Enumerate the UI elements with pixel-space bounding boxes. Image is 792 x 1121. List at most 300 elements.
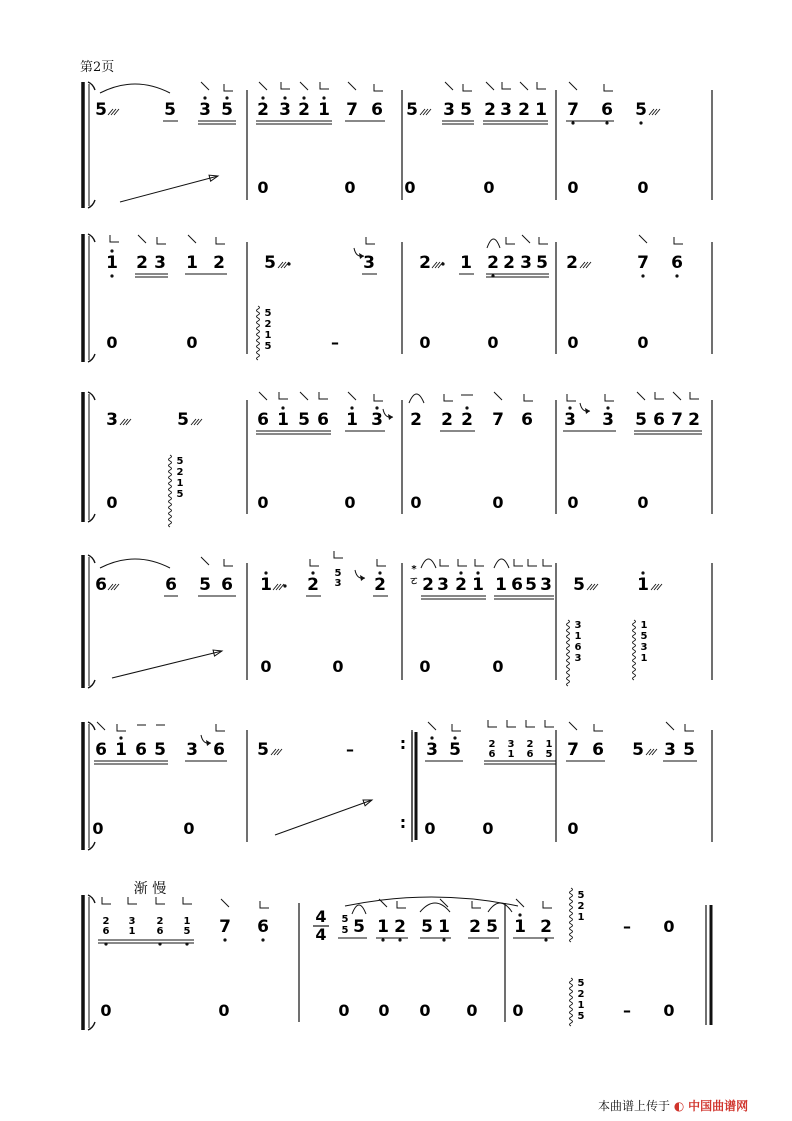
note: 7 [567, 100, 579, 120]
rest: 0 [100, 1001, 112, 1020]
note: 5 [635, 100, 647, 120]
rest: 0 [332, 657, 344, 676]
chord-note: 6 [102, 926, 110, 937]
bowing-mark [224, 84, 233, 91]
bowing-mark [673, 392, 681, 400]
note: 2 [441, 410, 453, 430]
note: 2 [136, 253, 148, 273]
high-dot [518, 913, 521, 916]
rest: – [331, 333, 339, 352]
bowing-mark [156, 897, 165, 904]
note: 6 [257, 410, 269, 430]
bowing-mark [528, 559, 537, 566]
chord-note: 5 [176, 489, 184, 500]
high-dot [225, 96, 228, 99]
note: 6 [317, 410, 329, 430]
bowing-mark [569, 82, 577, 90]
note: 6 [95, 575, 107, 595]
note: 5 [154, 740, 166, 760]
note: 2 [688, 410, 700, 430]
rest: – [623, 917, 631, 936]
low-dot [223, 938, 226, 941]
chord-note: 6 [156, 926, 164, 937]
note: 3 [186, 740, 198, 760]
bowing-mark [594, 724, 603, 731]
high-dot [606, 406, 609, 409]
note: 1 [377, 917, 389, 937]
time-signature-bottom: 4 [315, 925, 327, 944]
bowing-mark [655, 392, 664, 399]
bowing-mark [260, 901, 269, 908]
high-dot [110, 249, 113, 252]
high-dot [311, 571, 314, 574]
note: 2 [540, 917, 552, 937]
rest: 0 [92, 819, 104, 838]
high-dot [568, 406, 571, 409]
slur [100, 84, 170, 93]
bowing-mark [319, 392, 328, 399]
chord-note: 5 [577, 890, 585, 901]
chord-note: 3 [574, 620, 582, 631]
rest: 0 [378, 1001, 390, 1020]
note: 1 [260, 575, 272, 595]
bowing-mark [183, 897, 192, 904]
chord-note: 3 [574, 653, 582, 664]
note: 3 [520, 253, 532, 273]
note: 3 [199, 100, 211, 120]
high-dot [430, 736, 433, 739]
bowing-mark [486, 82, 494, 90]
bowing-mark [472, 901, 481, 908]
note: 2 [518, 100, 530, 120]
high-dot [465, 406, 468, 409]
chord-note: 1 [577, 912, 585, 923]
note: 6 [671, 253, 683, 273]
rest: 0 [257, 493, 269, 512]
bowing-mark [445, 82, 453, 90]
bowing-mark [320, 82, 329, 89]
note: 5 [353, 917, 365, 937]
note: 1 [637, 575, 649, 595]
low-dot [442, 938, 445, 941]
note: 1 [460, 253, 472, 273]
bowing-mark [463, 84, 472, 91]
bowing-mark [216, 237, 225, 244]
note: 3 [426, 740, 438, 760]
glide-arrow [120, 176, 218, 202]
note: 1 [277, 410, 289, 430]
chord-note: 1 [183, 916, 191, 927]
chord-note: 2 [156, 916, 164, 927]
note: 3 [540, 575, 552, 595]
bowing-mark [543, 901, 552, 908]
note: 5 [683, 740, 695, 760]
rest: 0 [567, 493, 579, 512]
rest: 0 [183, 819, 195, 838]
note: 1 [535, 100, 547, 120]
arrow-head [206, 740, 211, 746]
bowing-mark [128, 897, 137, 904]
bowing-mark [502, 82, 511, 89]
low-dot [641, 274, 644, 277]
rest: 0 [637, 493, 649, 512]
note: 3 [371, 410, 383, 430]
note: 5 [460, 100, 472, 120]
high-dot [453, 736, 456, 739]
note: 3 [500, 100, 512, 120]
note: 7 [346, 100, 358, 120]
chord-note: 2 [577, 989, 585, 1000]
glide-arrow [275, 800, 372, 835]
note: 6 [135, 740, 147, 760]
note: 5 [221, 100, 233, 120]
bowing-mark [374, 394, 383, 401]
arpeggio-mark [567, 620, 570, 686]
bowing-mark [310, 559, 319, 566]
note: 5 [536, 253, 548, 273]
note: 3 [664, 740, 676, 760]
note: 1 [115, 740, 127, 760]
rest: 0 [338, 1001, 350, 1020]
note: 2 [503, 253, 515, 273]
chord-note: 3 [640, 642, 648, 653]
chord-note: 1 [128, 926, 136, 937]
repeat-sign: : [399, 813, 407, 832]
chord-note: 2 [488, 739, 496, 750]
chord-note: 5 [176, 456, 184, 467]
chord-note: 6 [526, 749, 534, 760]
bowing-mark [117, 724, 126, 731]
note: 3 [564, 410, 576, 430]
bowing-mark [377, 559, 386, 566]
arpeggio-mark [257, 306, 260, 360]
note: 5 [264, 253, 276, 273]
high-dot [264, 571, 267, 574]
rest: 0 [637, 333, 649, 352]
glide-mark [383, 409, 393, 417]
bowing-mark [488, 720, 497, 727]
bowing-mark [300, 392, 308, 400]
chord-note: 5 [264, 341, 272, 352]
footer [598, 1097, 748, 1114]
note: 2 [419, 253, 431, 273]
high-dot [641, 571, 644, 574]
note: 7 [671, 410, 683, 430]
bowing-mark [221, 899, 229, 907]
chord-note: 2 [176, 467, 184, 478]
note: 2 [298, 100, 310, 120]
slur [352, 905, 366, 914]
note: 5 [95, 100, 107, 120]
rest: 0 [567, 178, 579, 197]
bowing-mark [201, 82, 209, 90]
bowing-mark [494, 392, 502, 400]
glide-arrow [112, 651, 222, 678]
high-dot [283, 96, 286, 99]
rest: – [346, 740, 354, 759]
high-dot [261, 96, 264, 99]
note: 6 [257, 917, 269, 937]
bowing-mark [666, 722, 674, 730]
note: 1 [346, 410, 358, 430]
bowing-mark [569, 722, 577, 730]
rest: 0 [567, 819, 579, 838]
augmentation-dot [283, 584, 286, 587]
rest: 0 [663, 1001, 675, 1020]
rest: 0 [419, 1001, 431, 1020]
rest: 0 [637, 178, 649, 197]
note: 2 [455, 575, 467, 595]
note: 6 [592, 740, 604, 760]
bowing-mark [452, 724, 461, 731]
arpeggio-mark [633, 620, 636, 680]
chord-note: 5 [577, 1011, 585, 1022]
chord-note: 5 [341, 914, 349, 925]
chord-note: 2 [577, 901, 585, 912]
rest: 0 [663, 917, 675, 936]
chord-note: 5 [183, 926, 191, 937]
bowing-mark [674, 237, 683, 244]
note: 2 [410, 410, 422, 430]
bowing-mark [138, 235, 146, 243]
note: 6 [221, 575, 233, 595]
note: 5 [635, 410, 647, 430]
note: 1 [472, 575, 484, 595]
chord-note: 5 [640, 631, 648, 642]
glide-mark [580, 403, 590, 411]
chord-note: 1 [545, 739, 553, 750]
chord-note: 5 [341, 925, 349, 936]
rest: 0 [186, 333, 198, 352]
note: 6 [601, 100, 613, 120]
chord-note: 3 [128, 916, 136, 927]
note: 5 [177, 410, 189, 430]
note: 2 [213, 253, 225, 273]
note: 5 [449, 740, 461, 760]
note: 5 [406, 100, 418, 120]
note: 5 [486, 917, 498, 937]
bowing-mark [281, 82, 290, 89]
ornament-mark: * [411, 564, 417, 575]
chord-note: 1 [640, 653, 648, 664]
bowing-mark [216, 724, 225, 731]
bowing-mark [444, 394, 453, 401]
rest: 0 [419, 657, 431, 676]
site-logo-icon: ◐ [673, 1099, 685, 1113]
bowing-mark [539, 237, 548, 244]
note: 1 [514, 917, 526, 937]
note: 7 [492, 410, 504, 430]
rest: 0 [404, 178, 416, 197]
chord-note: 1 [176, 478, 184, 489]
note: 6 [213, 740, 225, 760]
note: 2 [461, 410, 473, 430]
chord-note: 6 [574, 642, 582, 653]
chord-note: 1 [507, 749, 515, 760]
note: 2 [469, 917, 481, 937]
note: 2 [566, 253, 578, 273]
high-dot [476, 571, 479, 574]
repeat-sign: : [399, 734, 407, 753]
note: 6 [95, 740, 107, 760]
low-dot [261, 938, 264, 941]
rest: 0 [512, 1001, 524, 1020]
bowing-mark [259, 82, 267, 90]
note: 5 [164, 100, 176, 120]
slur [345, 897, 518, 906]
low-dot [675, 274, 678, 277]
bowing-mark [428, 722, 436, 730]
bowing-mark [300, 82, 308, 90]
rest: 0 [218, 1001, 230, 1020]
rest: 0 [567, 333, 579, 352]
chord-note: 5 [264, 308, 272, 319]
bowing-mark [507, 720, 516, 727]
low-dot [398, 938, 401, 941]
bowing-mark [604, 84, 613, 91]
note: 5 [199, 575, 211, 595]
low-dot [605, 121, 608, 124]
slur [100, 559, 170, 568]
note: 3 [279, 100, 291, 120]
bowing-mark [537, 82, 546, 89]
bowing-mark [458, 559, 467, 566]
bowing-mark [201, 557, 209, 565]
rest: 0 [487, 333, 499, 352]
bowing-mark [188, 235, 196, 243]
low-dot [544, 938, 547, 941]
note: 3 [602, 410, 614, 430]
chord-note: 2 [264, 319, 272, 330]
chord-note: 1 [640, 620, 648, 631]
high-dot [203, 96, 206, 99]
note: 5 [573, 575, 585, 595]
tempo-mark: 渐 慢 [133, 881, 167, 897]
rest: 0 [492, 657, 504, 676]
arrow-head [360, 575, 365, 581]
note: 1 [186, 253, 198, 273]
high-dot [350, 406, 353, 409]
bowing-mark [224, 559, 233, 566]
rest: 0 [257, 178, 269, 197]
high-dot [378, 571, 381, 574]
bowing-mark [524, 394, 533, 401]
arrow-head [388, 414, 393, 420]
bowing-mark [397, 901, 406, 908]
note: 2 [422, 575, 434, 595]
note: 5 [632, 740, 644, 760]
note: 2 [307, 575, 319, 595]
rest: 0 [482, 819, 494, 838]
arpeggio-mark [570, 888, 573, 942]
bowing-mark [637, 392, 645, 400]
chord-note: 2 [102, 916, 110, 927]
bowing-mark [685, 724, 694, 731]
high-dot [375, 406, 378, 409]
note: 3 [363, 253, 375, 273]
note: 2 [374, 575, 386, 595]
rest: 0 [419, 333, 431, 352]
note: 2 [257, 100, 269, 120]
note: 6 [521, 410, 533, 430]
note: 1 [106, 253, 118, 273]
chord-note: 5 [577, 978, 585, 989]
augmentation-dot [287, 262, 290, 265]
chord-note: 1 [264, 330, 272, 341]
note: 2 [487, 253, 499, 273]
bowing-mark [374, 84, 383, 91]
bowing-mark [110, 235, 119, 242]
bowing-mark [514, 559, 523, 566]
bowing-mark [567, 394, 576, 401]
note: 1 [318, 100, 330, 120]
note: 6 [653, 410, 665, 430]
chord-note: 6 [488, 749, 496, 760]
ornament-mark: ㄛ [409, 576, 419, 587]
arpeggio-mark [169, 455, 172, 527]
bowing-mark [348, 82, 356, 90]
note: 2 [484, 100, 496, 120]
note: 3 [154, 253, 166, 273]
bowing-mark [97, 722, 105, 730]
slur [409, 394, 424, 403]
chord-note: 5 [545, 749, 553, 760]
bowing-mark [157, 237, 166, 244]
note: 6 [371, 100, 383, 120]
note: 1 [438, 917, 450, 937]
slur [487, 239, 500, 248]
note: 7 [219, 917, 231, 937]
rest: 0 [466, 1001, 478, 1020]
time-signature-top: 4 [315, 907, 327, 926]
footer-site: 中国曲谱网 [688, 1099, 749, 1113]
note: 6 [511, 575, 523, 595]
note: 5 [257, 740, 269, 760]
bowing-mark [545, 720, 554, 727]
high-dot [459, 571, 462, 574]
bowing-mark [440, 559, 449, 566]
augmentation-dot [441, 262, 444, 265]
rest: 0 [106, 333, 118, 352]
rest: – [623, 1001, 631, 1020]
glide-mark [355, 570, 365, 578]
low-dot [639, 121, 642, 124]
rest: 0 [344, 493, 356, 512]
low-dot [110, 274, 113, 277]
grace-note: 3 [334, 578, 342, 589]
note: 3 [106, 410, 118, 430]
rest: 0 [106, 493, 118, 512]
arpeggio-mark [570, 978, 573, 1026]
rest: 0 [483, 178, 495, 197]
bowing-mark [102, 897, 111, 904]
bowing-mark [605, 394, 614, 401]
bowing-mark [520, 82, 528, 90]
note: 3 [437, 575, 449, 595]
note: 3 [443, 100, 455, 120]
rest: 0 [492, 493, 504, 512]
note: 2 [394, 917, 406, 937]
arrow-head [585, 408, 590, 414]
bowing-mark [526, 720, 535, 727]
bowing-mark [639, 235, 647, 243]
note: 7 [637, 253, 649, 273]
chord-note: 1 [574, 631, 582, 642]
page-label: 第2页 [80, 60, 115, 75]
low-dot [571, 121, 574, 124]
high-dot [302, 96, 305, 99]
high-dot [119, 736, 122, 739]
